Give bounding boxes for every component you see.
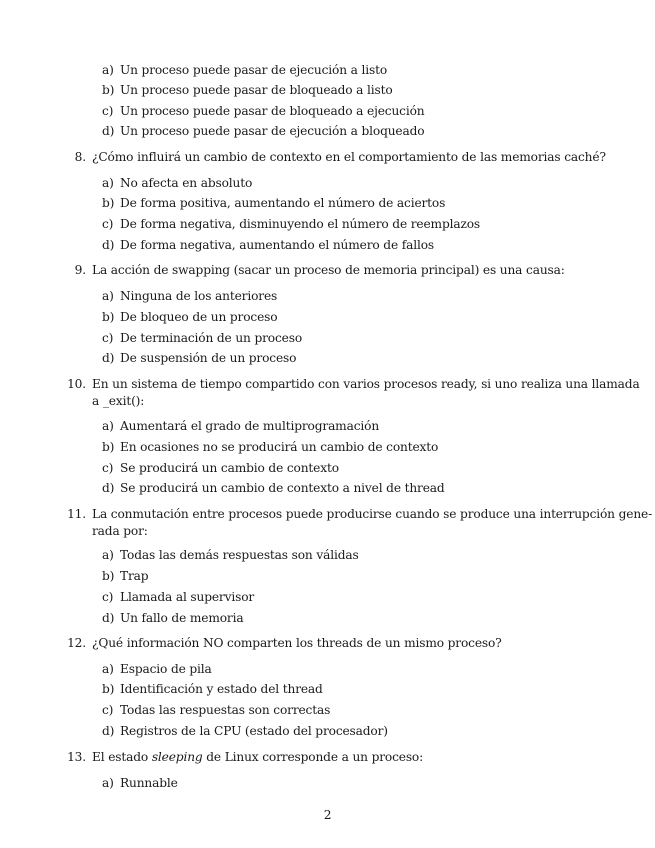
option-text: Ninguna de los anteriores — [120, 289, 278, 303]
question-number: 11. — [67, 507, 86, 521]
option-letter: c) — [102, 461, 114, 475]
option-letter: a) — [102, 289, 114, 303]
option-text: De forma negativa, disminuyendo el número de reemplazos — [120, 217, 481, 231]
option-letter: a) — [102, 176, 114, 190]
option-letter: d) — [102, 238, 115, 252]
option-text: Un proceso puede pasar de ejecución a bloqueado — [120, 124, 425, 138]
option-letter: c) — [102, 703, 114, 717]
option-text: No afecta en absoluto — [120, 176, 253, 190]
question-text-after: de Linux corresponde a un proceso: — [202, 750, 424, 764]
option-text: Un proceso puede pasar de ejecución a listo — [120, 63, 388, 77]
question-number: 10. — [67, 377, 86, 391]
question-text-emphasis: sleeping — [151, 750, 203, 764]
option-letter: c) — [102, 590, 114, 604]
question-text: ¿Cómo influirá un cambio de contexto en el comportamiento de las memorias caché? — [92, 150, 606, 164]
option-text: Llamada al supervisor — [120, 590, 255, 604]
option-letter: a) — [102, 63, 114, 77]
option-text: Aumentará el grado de multiprogramación — [120, 419, 380, 433]
option-letter: d) — [102, 481, 115, 495]
question-number: 13. — [67, 750, 86, 764]
option-letter: a) — [102, 419, 114, 433]
option-text: Runnable — [120, 776, 178, 790]
option-letter: b) — [102, 83, 115, 97]
option-letter: b) — [102, 196, 115, 210]
option-letter: c) — [102, 104, 114, 118]
question-text-before: El estado — [92, 750, 152, 764]
option-text: Registros de la CPU (estado del procesador) — [120, 724, 388, 738]
option-letter: b) — [102, 440, 115, 454]
option-letter: d) — [102, 611, 115, 625]
option-text: En ocasiones no se producirá un cambio de contexto — [120, 440, 439, 454]
option-letter: d) — [102, 124, 115, 138]
option-text: Todas las respuestas son correctas — [120, 703, 331, 717]
option-letter: c) — [102, 331, 114, 345]
page-number: 2 — [323, 808, 332, 822]
question-number: 12. — [67, 636, 86, 650]
question-text: ¿Qué información NO comparten los threads de un mismo proceso? — [92, 636, 502, 650]
option-text: Se producirá un cambio de contexto a nivel de thread — [120, 481, 445, 495]
option-text: De forma positiva, aumentando el número de aciertos — [120, 196, 446, 210]
option-letter: b) — [102, 310, 115, 324]
option-letter: c) — [102, 217, 114, 231]
question-text-continuation: a _exit(): — [92, 394, 145, 408]
option-text: Se producirá un cambio de contexto — [120, 461, 339, 475]
question-text: La acción de swapping (sacar un proceso de memoria principal) es una causa: — [92, 263, 565, 277]
question-number: 8. — [74, 150, 86, 164]
option-text: Espacio de pila — [120, 662, 212, 676]
question-text-continuation: rada por: — [92, 524, 148, 538]
option-text: Todas las demás respuestas son válidas — [120, 548, 359, 562]
question-text: La conmutación entre procesos puede producirse cuando se produce una interrupción gene- — [92, 507, 653, 521]
option-letter: a) — [102, 776, 114, 790]
option-text: Un proceso puede pasar de bloqueado a listo — [120, 83, 393, 97]
option-letter: b) — [102, 682, 115, 696]
option-text: Un fallo de memoria — [120, 611, 244, 625]
option-text: Trap — [120, 569, 149, 583]
question-text: En un sistema de tiempo compartido con varios procesos ready, si uno realiza una llamada — [92, 377, 640, 391]
option-text: De bloqueo de un proceso — [120, 310, 278, 324]
option-text: De terminación de un proceso — [120, 331, 303, 345]
option-letter: d) — [102, 351, 115, 365]
question-number: 9. — [74, 263, 86, 277]
option-text: De suspensión de un proceso — [120, 351, 297, 365]
option-letter: a) — [102, 548, 114, 562]
option-text: Identificación y estado del thread — [120, 682, 323, 696]
option-letter: b) — [102, 569, 115, 583]
option-letter: a) — [102, 662, 114, 676]
option-text: De forma negativa, aumentando el número de fallos — [120, 238, 435, 252]
option-text: Un proceso puede pasar de bloqueado a ejecución — [120, 104, 425, 118]
option-letter: d) — [102, 724, 115, 738]
question-text — [92, 749, 597, 765]
